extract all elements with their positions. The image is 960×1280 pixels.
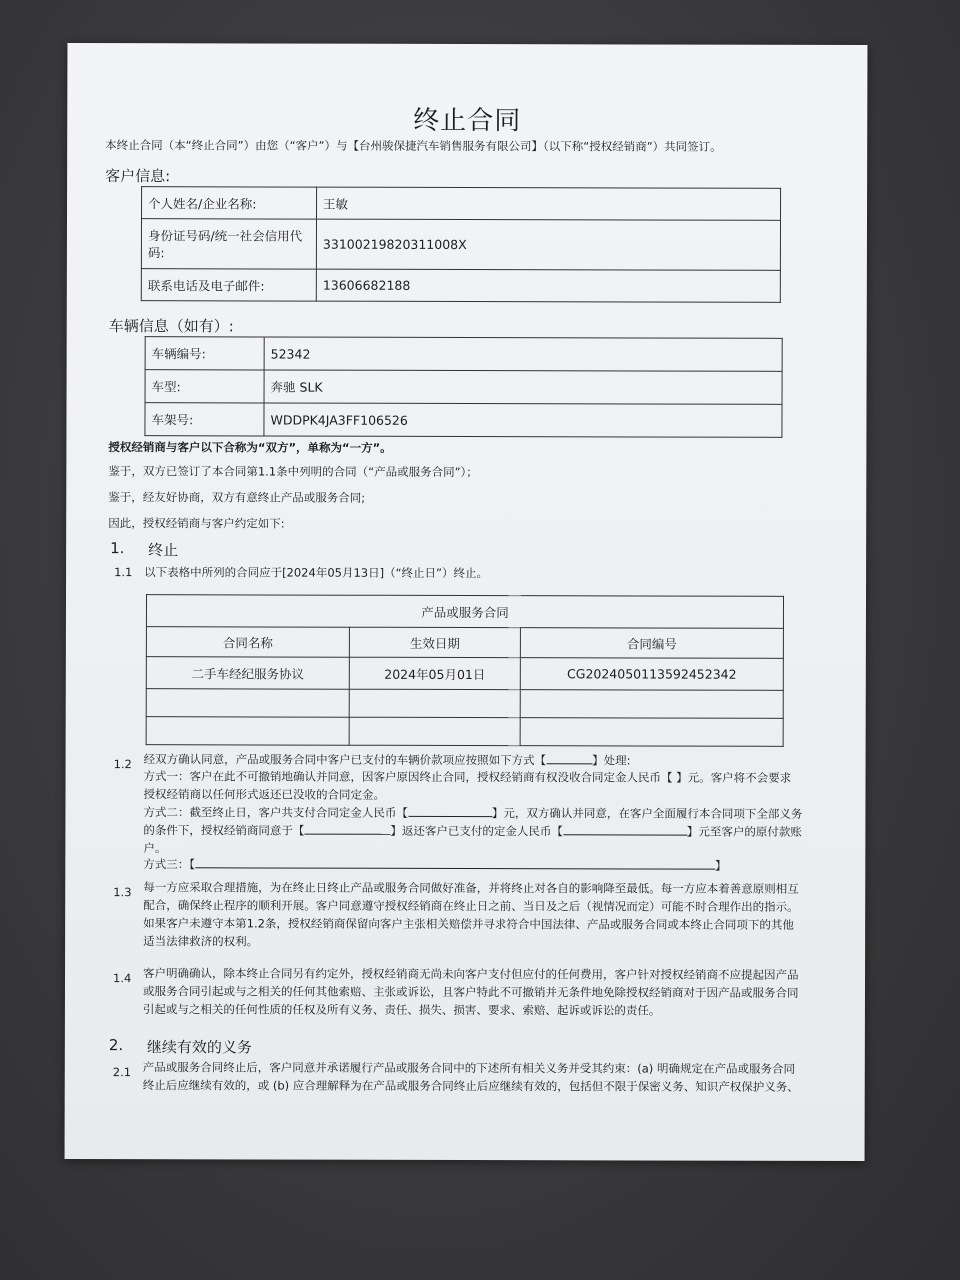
table-cell: 2024年05月01日 xyxy=(349,657,520,689)
section-2-title: 继续有效的义务 xyxy=(146,1038,252,1057)
header-effective-date: 生效日期 xyxy=(349,627,520,657)
vehicle-number-value: 52342 xyxy=(264,337,782,371)
way-3-text-end: 】 xyxy=(715,858,727,873)
contract-table-caption: 产品或服务合同 xyxy=(146,595,783,629)
clause-1-3-number: 1.3 xyxy=(113,885,132,900)
way-2-text-b3: 】元至客户的原付款账 xyxy=(686,824,802,839)
table-row xyxy=(145,337,782,372)
way-3-text: 方式三：【 xyxy=(143,857,196,872)
customer-name-value: 王敏 xyxy=(317,187,781,220)
way-1-line-a: 方式一：客户在此不可撤销地确认并同意，因客户原因终止合同，授权经销商有权没收合同定金人民币【 】元。客户将不会要求 xyxy=(143,769,792,785)
clause-1-2-text-end: 】处理: xyxy=(592,753,631,768)
customer-info-heading: 客户信息: xyxy=(105,167,171,186)
document-title: 终止合同 xyxy=(413,105,522,137)
table-row xyxy=(145,370,782,405)
customer-name-label: 个人姓名/企业名称: xyxy=(142,187,317,219)
vehicle-model-value: 奔驰 SLK xyxy=(264,370,782,404)
way-2-text-b: 的条件下，授权经销商同意于【 xyxy=(143,823,305,838)
clause-1-2-number: 1.2 xyxy=(113,757,132,772)
deposit-amount-blank xyxy=(408,806,492,817)
clause-1-1-number: 1.1 xyxy=(114,565,133,580)
way-2-text-a2: 】元，双方确认并同意，在客户全面履行本合同项下全部义务 xyxy=(491,806,803,821)
clause-2-1-line: 终止后应继续有效的，或 (b) 应合理解释为在产品或服务合同终止后应继续有效的，包括但不限于保密义务、知识产权保护义务、 xyxy=(142,1078,799,1094)
clause-1-2-line-1 xyxy=(144,751,631,769)
table-cell xyxy=(520,690,783,719)
table-cell: 二手车经纪服务协议 xyxy=(146,657,349,690)
clause-2-1-number: 2.1 xyxy=(112,1065,132,1080)
vehicle-vin-label: 车架号: xyxy=(145,403,264,436)
table-row xyxy=(145,403,782,438)
clause-1-1-text: 以下表格中所列的合同应于[2024年05月13日]（“终止日”）终止。 xyxy=(144,565,489,581)
section-1-number: 1. xyxy=(110,539,125,558)
table-cell xyxy=(349,689,520,717)
way-2-line-c: 户。 xyxy=(143,841,167,856)
therefore-paragraph: 因此，授权经销商与客户约定如下: xyxy=(108,516,285,531)
header-contract-name: 合同名称 xyxy=(146,627,349,658)
clause-1-4-number: 1.4 xyxy=(112,971,132,986)
way-2-line-b xyxy=(143,822,802,841)
parties-paragraph: 授权经销商与客户以下合称为“双方”，单称为“一方”。 xyxy=(108,440,392,455)
refund-amount-blank xyxy=(563,824,687,835)
vehicle-info-table xyxy=(144,336,782,438)
clause-1-3-line: 如果客户未遵守本第1.2条，授权经销商保留向客户主张相关赔偿并寻求符合中国法律、产品或服务合同或本终止合同项下的其他 xyxy=(143,916,794,932)
table-row xyxy=(146,657,783,691)
way-2-text-b2: 】返还客户已支付的定金人民币【 xyxy=(390,823,563,839)
clause-1-3-line: 每一方应采取合理措施，为在终止日终止产品或服务合同做好准备，并将终止对各自的影响降至最低。每一方应本着善意原则相互 xyxy=(143,880,799,896)
section-2-number: 2. xyxy=(108,1036,124,1055)
clause-1-4-line: 或服务合同引起或与之相关的任何其他索赔、主张或诉讼，且客户特此不可撤销并无条件地免除授权经销商对于因产品或服务合同 xyxy=(142,984,799,1000)
table-cell: CG20240501135924523​42 xyxy=(520,658,783,691)
vehicle-model-label: 车型: xyxy=(145,370,264,403)
table-cell xyxy=(146,689,349,718)
clause-1-3-line: 适当法律救济的权利。 xyxy=(143,934,259,949)
way-2-text-a: 方式二：截至终止日，客户共支付合同定金人民币【 xyxy=(143,805,408,820)
way-3-line xyxy=(143,856,726,875)
table-cell xyxy=(520,718,783,747)
customer-id-label: 身份证号码/统一社会信用代码: xyxy=(141,219,316,269)
table-row xyxy=(146,595,783,629)
clause-1-4-line: 客户明确确认，除本终止合同另有约定外，授权经销商无尚未向客户支付但应付的任何费用，客户针对授权经销商不应提起因产品 xyxy=(143,966,799,982)
clause-1-3-line: 配合，确保终止程序的顺利开展。客户同意遵守授权经销商在终止日之前、当日及之后（视情况而定）可能不时合理作出的指示。 xyxy=(143,898,799,914)
vehicle-vin-value: WDDPK4JA3FF106526 xyxy=(264,403,782,437)
way-1-line-b: 授权经销商以任何形式返还已没收的合同定金。 xyxy=(143,787,386,802)
whereas-paragraph-2: 鉴于，经友好协商，双方有意终止产品或服务合同; xyxy=(108,490,366,505)
vehicle-number-label: 车辆编号: xyxy=(145,337,264,370)
way-3-blank xyxy=(195,857,715,869)
clause-2-1-line: 产品或服务合同终止后，客户同意并承诺履行产品或服务合同中的下述所有相关义务并受其约束：(a) 明确规定在产品或服务合同 xyxy=(142,1060,795,1076)
table-cell xyxy=(349,717,520,745)
section-1-title: 终止 xyxy=(148,541,179,560)
table-row xyxy=(146,717,783,747)
way-2-line-a xyxy=(143,804,802,823)
table-row xyxy=(146,627,783,659)
table-cell xyxy=(146,717,349,746)
customer-contact-label: 联系电话及电子邮件: xyxy=(141,269,316,301)
table-row xyxy=(146,689,783,719)
refund-date-blank xyxy=(304,824,390,835)
contract-table xyxy=(146,594,784,747)
customer-info-table xyxy=(141,186,781,303)
table-row xyxy=(142,187,781,221)
clause-1-2-text: 经双方确认同意，产品或服务合同中客户已支付的车辆价款项应按照如下方式【 xyxy=(143,752,547,768)
contract-paper xyxy=(65,43,868,1161)
vehicle-info-heading: 车辆信息（如有）: xyxy=(108,317,234,336)
payment-method-blank xyxy=(546,753,592,764)
customer-id-value: 3310021982031100​8X xyxy=(316,219,780,270)
table-row xyxy=(141,219,780,271)
customer-contact-value: 13606682188 xyxy=(316,269,780,302)
table-row xyxy=(141,269,780,303)
intro-paragraph: 本终止合同（本“终止合同”）由您（“客户”）与【台州骏保捷汽车销售服务有限公司】（以下称“授权经销商”）共同签订。 xyxy=(105,138,722,154)
header-contract-number: 合同编号 xyxy=(520,628,783,659)
whereas-paragraph-1: 鉴于，双方已签订了本合同第1.1条中列明的合同（“产品或服务合同”）； xyxy=(108,464,478,480)
clause-1-4-line: 引起或与之相关的任何性质的任权及所有义务、责任、损失、损害、要求、索赔、起诉或诉讼的责任。 xyxy=(142,1002,661,1018)
